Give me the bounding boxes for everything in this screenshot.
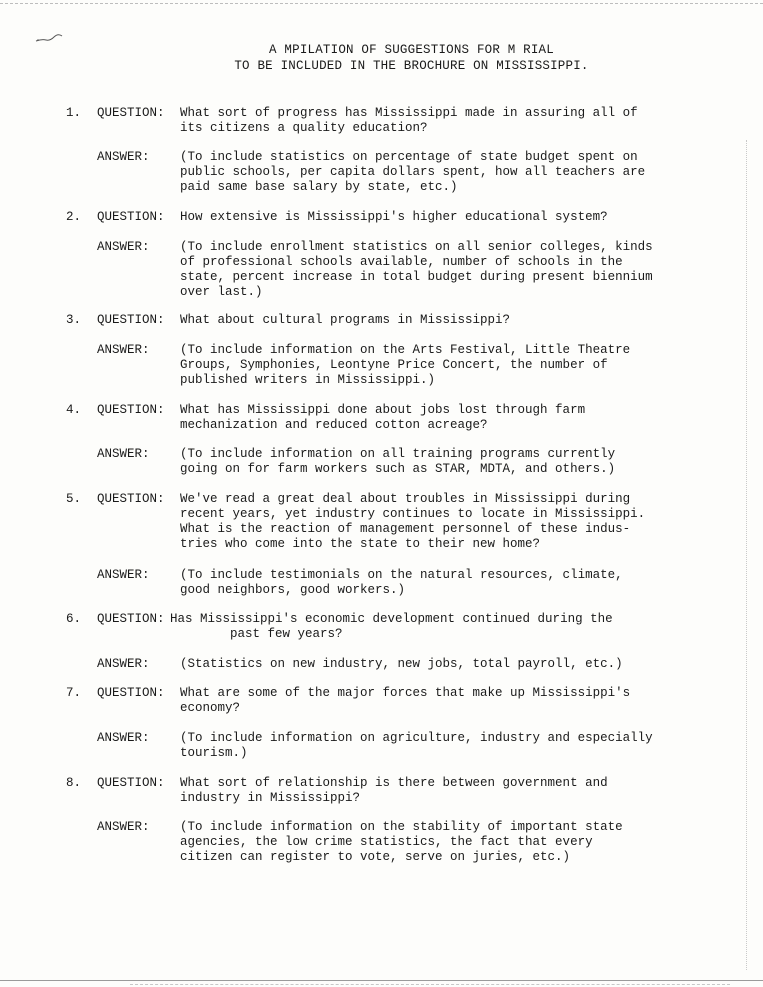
question-label: QUESTION:	[97, 403, 165, 417]
title-line-1: A MPILATION OF SUGGESTIONS FOR M RIAL	[269, 43, 554, 57]
bottom-edge-rule	[0, 980, 763, 981]
answer-label: ANSWER:	[97, 657, 150, 671]
answer-text: (To include information on all training programs currently going on for farm workers such as STAR, MDTA, and others.)	[180, 447, 616, 476]
bottom-edge-rule-secondary	[130, 984, 730, 985]
answer-label: ANSWER:	[97, 568, 150, 582]
item-number: 7.	[66, 686, 82, 700]
question-text: What about cultural programs in Mississippi?	[180, 313, 511, 327]
question-text: What sort of progress has Mississippi made in assuring all of its citizens a quality education?	[180, 106, 638, 135]
question-text: Has Mississippi's economic development continued during the past few years?	[170, 612, 613, 641]
question-label: QUESTION:	[97, 106, 165, 120]
answer-label: ANSWER:	[97, 820, 150, 834]
answer-text: (To include information on the stability of important state agencies, the low crime statistics, the fact that every citizen can register to vote, serve on juries, etc.)	[180, 820, 623, 864]
question-text: What are some of the major forces that make up Mississippi's economy?	[180, 686, 631, 715]
question-label: QUESTION:	[97, 313, 165, 327]
answer-text: (To include statistics on percentage of state budget spent on public schools, per capita dollars spent, how all teachers are paid same base salary by state, etc.)	[180, 150, 646, 194]
item-number: 8.	[66, 776, 82, 790]
question-label: QUESTION:	[97, 210, 165, 224]
answer-label: ANSWER:	[97, 731, 150, 745]
item-number: 4.	[66, 403, 82, 417]
question-label: QUESTION:	[97, 776, 165, 790]
item-number: 2.	[66, 210, 82, 224]
title-line-2: TO BE INCLUDED IN THE BROCHURE ON MISSISSIPPI.	[234, 59, 589, 73]
answer-label: ANSWER:	[97, 150, 150, 164]
question-text: We've read a great deal about troubles in Mississippi during recent years, yet industry continues to locate in Mississippi. What is the reaction of management personnel of these indus- tries who come into the state to their new home?	[180, 492, 646, 551]
answer-label: ANSWER:	[97, 447, 150, 461]
item-number: 1.	[66, 106, 82, 120]
item-number: 6.	[66, 612, 82, 626]
right-edge-marks	[746, 140, 747, 970]
answer-text: (Statistics on new industry, new jobs, total payroll, etc.)	[180, 657, 623, 671]
answer-label: ANSWER:	[97, 343, 150, 357]
answer-text: (To include testimonials on the natural resources, climate, good neighbors, good workers.)	[180, 568, 623, 597]
answer-text: (To include information on the Arts Festival, Little Theatre Groups, Symphonies, Leontyne Price Concert, the number of published writers in Mississippi.)	[180, 343, 631, 387]
item-number: 3.	[66, 313, 82, 327]
answer-text: (To include enrollment statistics on all senior colleges, kinds of professional schools available, number of schools in the state, percent increase in total budget during present biennium over last.)	[180, 240, 653, 299]
question-text: What sort of relationship is there between government and industry in Mississippi?	[180, 776, 608, 805]
answer-text: (To include information on agriculture, industry and especially tourism.)	[180, 731, 653, 760]
question-label: QUESTION:	[97, 492, 165, 506]
document-title	[0, 42, 763, 74]
question-text: What has Mississippi done about jobs lost through farm mechanization and reduced cotton acreage?	[180, 403, 586, 432]
item-number: 5.	[66, 492, 82, 506]
question-text: How extensive is Mississippi's higher educational system?	[180, 210, 608, 224]
question-label: QUESTION:	[97, 686, 165, 700]
answer-label: ANSWER:	[97, 240, 150, 254]
top-edge-rule	[0, 3, 763, 4]
question-label: QUESTION:	[97, 612, 165, 626]
